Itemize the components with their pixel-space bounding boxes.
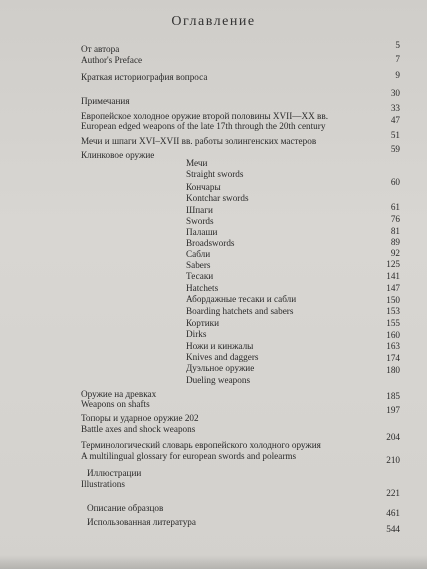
toc-page-number: 51 [390, 130, 400, 140]
toc-entry: Европейское холодное оружие второй половины XVII—XX вв. [81, 111, 329, 121]
toc-page-number: 180 [386, 365, 400, 375]
toc-subentry: Sabers [186, 260, 211, 270]
toc-page-number: 163 [386, 341, 400, 351]
toc-subentry: Broadswords [186, 238, 235, 248]
toc-entry: Оружие на древках [81, 389, 157, 399]
toc-page-number: 125 [386, 259, 400, 269]
toc-page-number: 153 [386, 306, 400, 316]
toc-subentry: Абордажные тесаки и сабли [186, 294, 297, 304]
toc-subentry: Тесаки [186, 271, 214, 281]
toc-entry: Иллюстрации [87, 468, 142, 478]
toc-entry: Краткая историография вопроса [81, 72, 208, 82]
toc-page-number: 221 [386, 488, 400, 498]
toc-page-number: 204 [386, 432, 400, 442]
toc-page-number: 210 [386, 455, 400, 465]
toc-page-number: 59 [390, 144, 400, 154]
toc-subentry: Кончары [186, 182, 221, 192]
toc-subentry: Knives and daggers [186, 352, 259, 362]
toc-subentry: Шпаги [186, 205, 213, 215]
toc-subentry: Палаши [186, 227, 218, 237]
toc-page-number: 81 [390, 226, 400, 236]
toc-page-number: 197 [386, 405, 400, 415]
toc-page-number: 61 [390, 202, 400, 212]
page-edge-shadow [0, 555, 427, 569]
toc-subentry: Дуэльное оружие [186, 363, 255, 373]
toc-page-number: 30 [390, 88, 400, 98]
toc-entry: Топоры и ударное оружие 202 [81, 413, 199, 423]
toc-entry: European edged weapons of the late 17th through the 20th century [81, 121, 326, 131]
toc-entry: Описание образцов [87, 503, 164, 513]
toc-subentry: Boarding hatchets and sabers [186, 306, 294, 316]
toc-subentry: Dueling weapons [186, 375, 251, 385]
toc-page-number: 9 [395, 70, 400, 80]
toc-page-number: 150 [386, 295, 400, 305]
toc-page-number: 185 [386, 391, 400, 401]
toc-entry: A multilingual glossary for european swords and polearms [81, 451, 297, 461]
toc-entry: От автора [81, 44, 120, 54]
toc-subentry: Сабли [186, 249, 211, 259]
toc-subentry: Swords [186, 216, 214, 226]
toc-page-number: 76 [390, 214, 400, 224]
toc-page-number: 33 [390, 103, 400, 113]
toc-subentry: Hatchets [186, 283, 219, 293]
page-title: Оглавление [171, 14, 256, 29]
toc-subentry: Кортики [186, 318, 220, 328]
toc-page-number: 92 [390, 248, 400, 258]
toc-entry: Использованная литература [87, 517, 196, 527]
toc-entry: Мечи и шпаги XVI–XVII вв. работы золингенских мастеров [81, 136, 317, 146]
toc-entry: Weapons on shafts [81, 399, 150, 409]
toc-page-number: 461 [386, 508, 400, 518]
toc-subentry: Dirks [186, 329, 207, 339]
toc-page-number: 155 [386, 318, 400, 328]
toc-subentry: Straight swords [186, 169, 244, 179]
toc-subentry: Ножи и кинжалы [186, 341, 254, 351]
toc-entry: Battle axes and shock weapons [81, 424, 196, 434]
toc-page-number: 89 [390, 237, 400, 247]
toc-entry: Author's Preface [81, 55, 143, 65]
toc-page-number: 174 [386, 353, 400, 363]
toc-entry: Клинковое оружие [81, 150, 155, 160]
toc-page-number: 544 [386, 524, 400, 534]
toc-entry: Терминологический словарь европейского холодного оружия [81, 440, 321, 450]
toc-subentry: Kontchar swords [186, 193, 249, 203]
toc-page-number: 60 [390, 177, 400, 187]
toc-entry: Illustrations [81, 479, 125, 489]
toc-page-number: 7 [395, 54, 400, 64]
toc-page-number: 141 [386, 271, 400, 281]
toc-subentry: Мечи [186, 158, 208, 168]
toc-page-number: 47 [390, 115, 400, 125]
toc-page-number: 5 [395, 40, 400, 50]
toc-page-number: 147 [386, 283, 400, 293]
toc-page-number: 160 [386, 330, 400, 340]
toc-entry: Примечания [81, 96, 130, 106]
